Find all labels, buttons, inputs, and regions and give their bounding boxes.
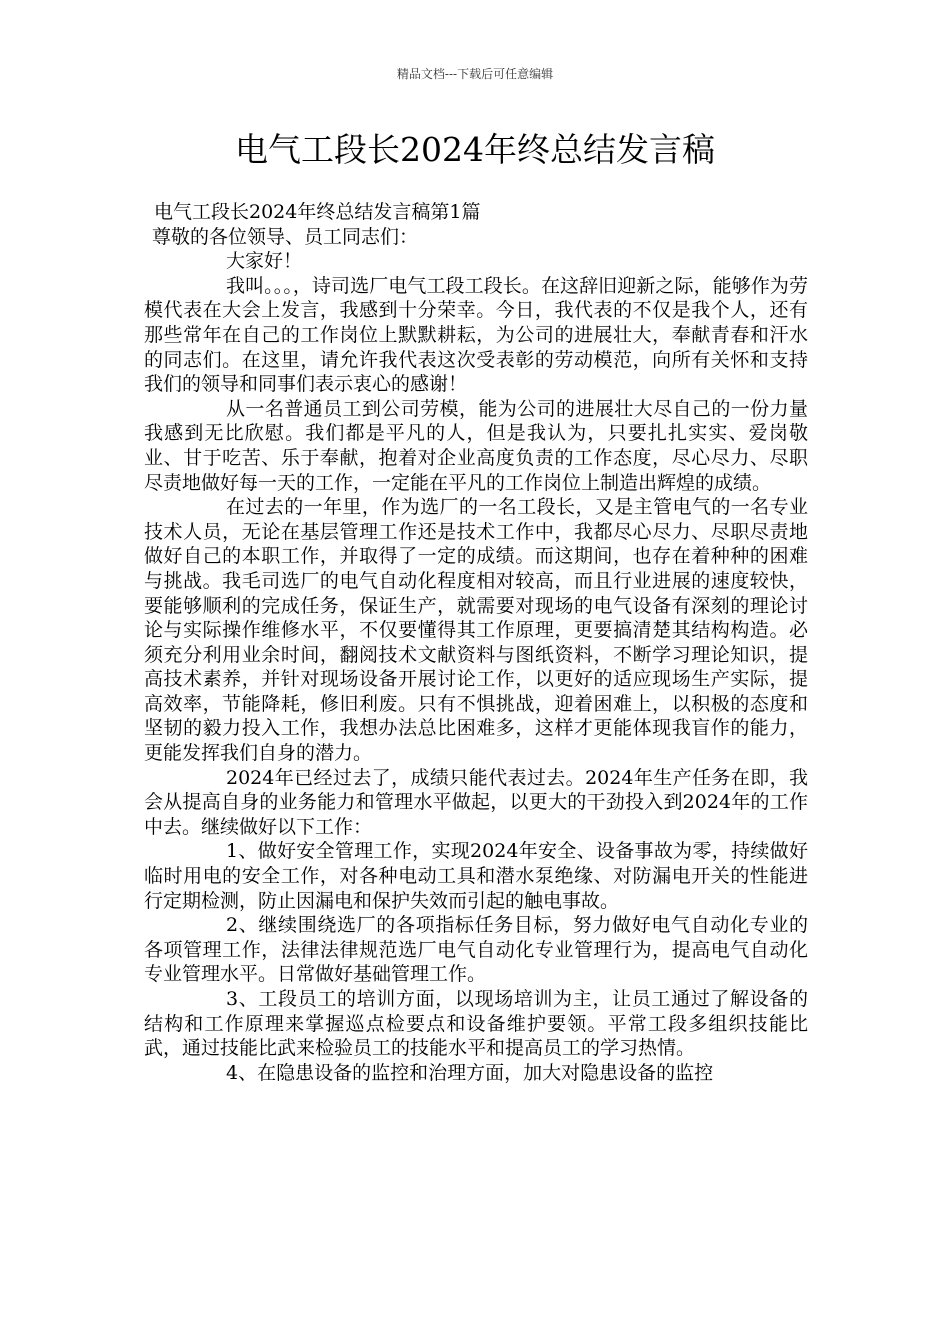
- salutation: 尊敬的各位领导、员工同志们：: [152, 225, 419, 248]
- paragraph-past-year: 在过去的一年里，作为选厂的一名工段长，又是主管电气的一名专业技术人员，无论在基层管理工作还是技术工作中，我都尽心尽力、尽职尽责地做好自己的本职工作，并取得了一定的成绩。而这期间，也存在着种种的困难与挑战。我毛司选厂的电气自动化程度相对较高，而且行业进展的速度较快，要能够顺利的完成任务，保证生产，就需要对现场的电气设备有深刻的理论讨论与实际操作维修水平，不仅要懂得其工作原理，更要搞清楚其结构构造。必须充分利用业余时间，翻阅技术文献资料与图纸资料，不断学习理论知识，提高技术素养，并针对现场设备开展讨论工作，以更好的适应现场生产实际，提高效率，节能降耗，修旧利废。只有不惧挑战，迎着困难上，以积极的态度和坚韧的毅力投入工作，我想办法总比困难多，这样才更能体现我盲作的能力，更能发挥我们自身的潜力。: [144, 496, 808, 765]
- paragraph-honor: 从一名普通员工到公司劳模，能为公司的进展壮大尽自己的一份力量我感到无比欣慰。我们都是平凡的人，但是我认为，只要扎扎实实、爱岗敬业、甘于吃苦、乐于奉献，抱着对企业高度负责的工作态度，尽心尽力、尽职尽责地做好每一天的工作，一定能在平凡的工作岗位上制造出辉煌的成绩。: [144, 397, 808, 494]
- document-title: 电气工段长2024年终总结发言稿: [235, 130, 715, 169]
- paragraph-greeting: 大家好！: [226, 250, 303, 273]
- paragraph-item-2: 2、继续围绕选厂的各项指标任务目标，努力做好电气自动化专业的各项管理工作，法律法律规范选厂电气自动化专业管理行为，提高电气自动化专业管理水平。日常做好基础管理工作。: [144, 914, 808, 986]
- paragraph-item-1: 1、做好安全管理工作，实现2024年安全、设备事故为零，持续做好临时用电的安全工作，对各种电动工具和潜水泵绝缘、对防漏电开关的性能进行定期检测，防止因漏电和保护失效而引起的触电事故。: [144, 840, 808, 912]
- document-body: [144, 200, 808, 1085]
- header-note: 精品文档---下载后可任意编辑: [396, 67, 554, 81]
- paragraph-introduction: 我叫。。。，诗司选厂电气工段工段长。在这辞旧迎新之际，能够作为劳模代表在大会上发言，我感到十分荣幸。今日，我代表的不仅是我个人，还有那些常年在自己的工作岗位上默默耕耘，为公司的进展壮大，奉献青春和汗水的同志们。在这里，请允许我代表这次受表彰的劳动模范，向所有关怀和支持我们的领导和同事们表示衷心的感谢！: [144, 274, 808, 396]
- paragraph-item-4: 4、在隐患设备的监控和治理方面，加大对隐患设备的监控: [226, 1061, 714, 1084]
- paragraph-next-year: 2024年已经过去了，成绩只能代表过去。2024年生产任务在即，我会从提高自身的业务能力和管理水平做起，以更大的干劲投入到2024年的工作中去。继续做好以下工作：: [144, 766, 808, 838]
- paragraph-item-3: 3、工段员工的培训方面，以现场培训为主，让员工通过了解设备的结构和工作原理来掌握巡点检要点和设备维护要领。平常工段多组织技能比武，通过技能比武来检验员工的技能水平和提高员工的学习热情。: [144, 988, 808, 1060]
- section-subtitle: 电气工段长2024年终总结发言稿第1篇: [154, 201, 481, 223]
